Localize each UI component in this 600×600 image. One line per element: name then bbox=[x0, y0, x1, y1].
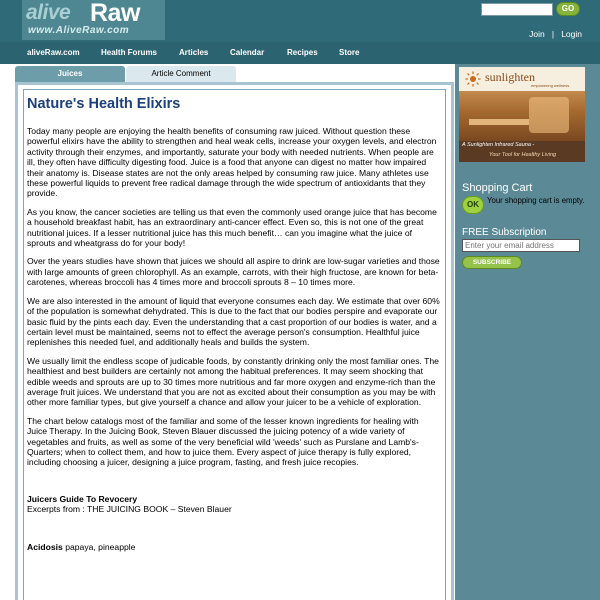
ad-tagline: Your Tool for Healthy Living bbox=[489, 152, 557, 158]
page-title: Nature's Health Elixirs bbox=[27, 96, 181, 112]
nav-item-articles[interactable]: Articles bbox=[179, 48, 209, 57]
ingredient-row bbox=[27, 542, 441, 552]
nav-item-recipes[interactable]: Recipes bbox=[287, 48, 318, 57]
ingredient-value: papaya, pineapple bbox=[62, 541, 136, 552]
sauna-bench bbox=[469, 119, 529, 125]
excerpts-source: Excerpts from : THE JUICING BOOK – Steven Blauer bbox=[27, 504, 232, 515]
join-link[interactable]: Join bbox=[529, 29, 545, 39]
main-nav bbox=[0, 42, 600, 64]
ad-brand: sunlighten bbox=[485, 70, 535, 84]
login-link[interactable]: Login bbox=[561, 29, 582, 39]
article-panel bbox=[15, 82, 454, 600]
sidebar bbox=[455, 64, 600, 600]
article-paragraph: We are also interested in the amount of liquid that everyone consumes each day. We estimate that over 60% of the population is somewhat dehydrated. This is due to the fact that our bodies perspire and evaporate our basic fluid by the pints each day. Even the understanding that a cast proportion of our bodies is water, and a certain level must be maintained, seems not to effect the average person's consumption. Healthful juice replenishes this needed fuel, and additionally heals and builds the system. bbox=[27, 295, 440, 348]
section-heading: Juicers Guide To Revocery bbox=[27, 493, 138, 504]
ad-caption: A Sunlighten Infrared Sauna - bbox=[462, 142, 535, 148]
search-input[interactable] bbox=[481, 3, 553, 16]
site-header bbox=[0, 0, 600, 42]
article-paragraph: Today many people are enjoying the health benefits of consuming raw juiced. Without question these powerful elixirs have the ability to strengthen and heal weak cells, increase your oxygen levels, and electron activity through their enzymes, and importantly, saturate your body with needed nutrients. When people are ill, they often have difficulty digesting food. Juice is a food that anyone can digest no matter how impaired their anatomy is. Disease states are not the only areas helped by consuming raw juice. Many athletes use these powerful liquids to prevent free radical damage through the wide spectrum of antioxidants that they provide. bbox=[27, 126, 437, 199]
article-paragraph: Over the years studies have shown that juices we should all aspire to drink are low-sugar varieties and those with large amounts of green chlorophyll. As an example, carrots, with their high fructose, are known for beta-carotenes, whereas broccoli has 4 times more and broccoli sprouts 8 – 10 times more. bbox=[27, 256, 440, 288]
nav-item-aliveraw[interactable]: aliveRaw.com bbox=[27, 48, 80, 57]
subscribe-button[interactable]: SUBSCRIBE bbox=[462, 256, 522, 269]
site-logo[interactable] bbox=[22, 0, 165, 40]
cart-ok-icon: OK bbox=[462, 196, 484, 214]
sauna-glow bbox=[529, 97, 569, 133]
logo-raw-text: Raw bbox=[90, 0, 140, 27]
shopping-cart-title[interactable]: Shopping Cart bbox=[462, 182, 533, 194]
nav-item-store[interactable]: Store bbox=[339, 48, 360, 57]
ad-header bbox=[459, 67, 585, 91]
subscription-title: FREE Subscription bbox=[462, 227, 547, 238]
auth-links bbox=[529, 29, 582, 39]
article-paragraph: The chart below catalogs most of the familiar and some of the lesser known ingredients for healing with Juice Therapy. In the Juicing Book, Steven Blauer discussed the juicing potency of a wide variety of vegetables and fruits, as well as some of the very beneficial wild 'weeds' such as Purslane and Lamb's-Quarters; when to collect them, and how to juice them. Every aspect of juice therapy is fully explored, including choosing a juicer, designing a juice program, fasting, and fresh juice recopies. bbox=[27, 415, 419, 468]
logo-url-text: www.AliveRaw.com bbox=[28, 25, 130, 36]
ad-subtitle: empowering wellness bbox=[531, 83, 570, 88]
logo-alive-text: alive bbox=[26, 1, 71, 24]
nav-item-calendar[interactable]: Calendar bbox=[230, 48, 265, 57]
article-paragraph: We usually limit the endless scope of judicable foods, by constantly drinking only the most familiar ones. The healthiest and best builders are certainly not among the habitual preferences. It may seem shocking that edible weeds and sprouts are up to 30 times more nutritious and far more oxygen and enzyme-rich than the average fruit juices. We understand that you are not as excited about their consumption as you may be with other more familiar types, but give yourself a chance and allow your juicer to be a vehicle of exploration. bbox=[27, 355, 439, 408]
sunlighten-ad[interactable] bbox=[459, 67, 585, 162]
sun-icon bbox=[465, 71, 481, 87]
article-content bbox=[23, 89, 446, 600]
cart-status-text: Your shopping cart is empty. bbox=[487, 196, 585, 205]
auth-separator: | bbox=[551, 29, 555, 39]
ingredient-label: Acidosis bbox=[27, 541, 63, 552]
nav-item-health-forums[interactable]: Health Forums bbox=[101, 48, 158, 57]
email-field[interactable] bbox=[462, 239, 580, 252]
tab-article-comment[interactable]: Article Comment bbox=[126, 66, 236, 82]
article-paragraph: As you know, the cancer societies are telling us that even the commonly used orange juice that has become a household breakfast habit, has an extraordinary anti-cancer effect. Even so, this is not one of the great nutritional juices. If a lesser nutritional juice has this much benefit… can you imagine what the juice of sprouts and wheatgrass do for your body! bbox=[27, 206, 437, 249]
go-button[interactable]: GO bbox=[556, 2, 580, 16]
tab-juices[interactable]: Juices bbox=[15, 66, 125, 82]
